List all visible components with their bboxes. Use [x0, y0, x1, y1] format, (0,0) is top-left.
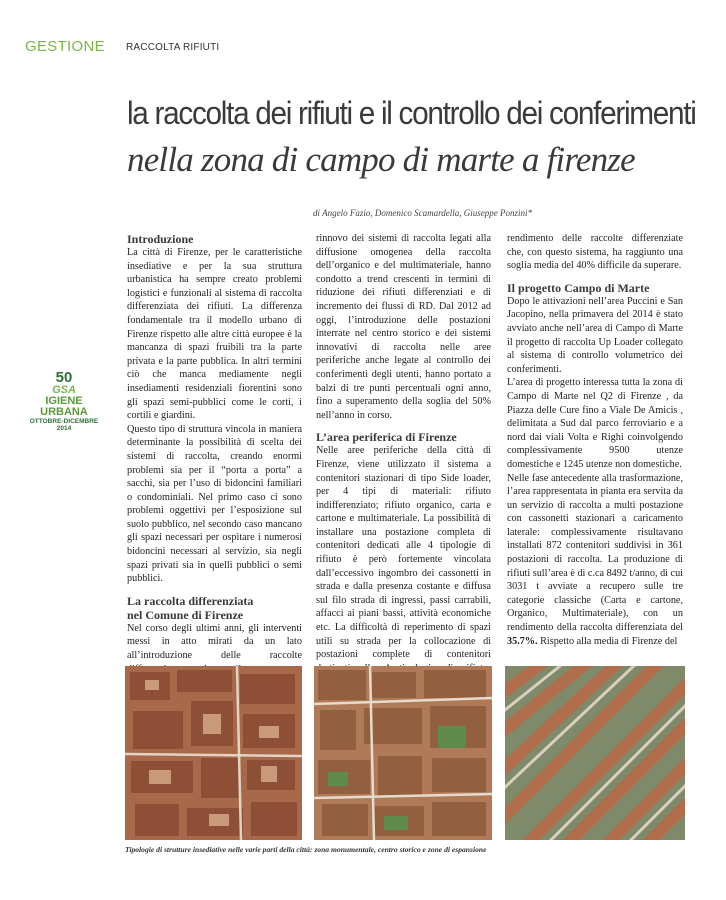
heading-area-periferica: L’area periferica di Firenze	[316, 430, 457, 445]
text-column-1	[127, 232, 302, 703]
brand-logo: GSA	[52, 384, 76, 396]
highlight-percentage: 35.7%.	[507, 635, 538, 647]
section-label: GESTIONE	[25, 38, 105, 55]
paragraph: La città di Firenze, per le caratteristiche insediative e per la sua struttura urbanistica ha sempre creato problemi logistici e funzionali al sistema di raccolta differenziata dei rifiuti. La differenza fondamentale tra il modello urbano di Firenze rispetto alle altre città europee è la mancanza di spazi fruibili tra la parte privata e la parte pubblica. In altri termini ciò che manca mediamente negli insediamenti residenziali fiorentini sono gli spazi semi-pubblici come le corti, i cortili e giardini.	[127, 247, 302, 422]
article-subtitle: nella zona di campo di marte a firenze	[127, 140, 635, 179]
heading-progetto: Il progetto Campo di Marte	[507, 280, 650, 295]
paragraph: Nel corso degli ultimi anni, gli interventi messi in atto mirati da un lato all’introduzione delle raccolte	[127, 622, 302, 662]
paragraph: L’area di progetto interessa tutta la zona di Campo di Marte nel Q2 di Firenze , da Piazza delle Cure fino a Viale De Amicis , delimitata a Sud dal parco ferroviario e a nord dai viali Volta e Righi coinvolgendo complessivamente 9500 utenze domestiche e 1245 utenze non domestiche.	[507, 377, 683, 470]
paragraph: Questo tipo di struttura vincola in maniera determinante la possibilità di scelta dei sistemi di raccolta, creando enormi problemi sia per il “porta a porta” a sacchi, sia per l’uso di bidoncini familiari o condominiali. Nel primo caso ci sono problemi oggettivi per l’esposizione sul suolo pubblico, nel secondo caso mancano gli spazi necessari per ospitare i numerosi bidoncini necessari al servizio, sia negli spazi privati sia in quelli pubblici o semi pubblici.	[127, 423, 302, 585]
page-number: 50	[55, 369, 73, 386]
magazine-name: IGIENE URBANA	[40, 395, 88, 418]
paragraph: Dopo le attivazioni nell’area Puccini e San Jacopino, nella primavera del 2014 è stato avviato anche nell’area di Campo di Marte il progetto di raccolta Up Loader collegato al sistema di controllo volumetrico dei conferimenti.	[507, 295, 683, 375]
rubric-label: RACCOLTA RIFIUTI	[126, 42, 220, 53]
page-sidebar	[29, 370, 99, 432]
paragraph: rendimento delle raccolte differenziate che, con questo sistema, ha raggiunto una soglia media del 40% difficile da superare.	[507, 233, 683, 272]
paragraph: Nelle aree periferiche della città di Firenze, viene utilizzato il sistema a contenitori stazionari di tipo Side loader, per 4 tipi di materiali: rifiuto indifferenziato; rifiuto organico, carta e cartone e multimateriale. La possibilità di installare una postazione completa di contenitori dedicati alle 4 tipologie di rifiuto è però fortemente vincolata dall’eccessivo ingombro dei cassonetti in strada e dalla presenza costante e diffusa sul filo strada di ingressi, passi carrabili, affacci ai piani bassi, attività economiche etc. La difficoltà di reperimento di spazi utili su strada per la collocazione di postazioni complete di contenitori	[316, 445, 491, 661]
issue-date: OTTOBRE-DICEMBRE 2014	[29, 418, 99, 432]
aerial-photo-centro-storico	[314, 666, 492, 840]
paragraph: Nelle fase antecedente alla trasformazione, l’area rappresentata in pianta era servita da un servizio di raccolta a multi postazione con cassonetti stazionari a caricamento laterale: complessivamente risultavano installati 872 contenitori suddivisi in 361 postazioni di raccolta. La produzione di rifiuti sull’area è di c.ca 8492 t/anno, di cui 3031 t avviate a recupero sulle tre categorie classiche (Carta e cartone, Organico, Multimateriale), con un rendimento della raccolta differenziata del 35.7%. Rispetto alla media di Firenze del	[507, 472, 683, 647]
article-authors: di Angelo Fazio, Domenico Scamardella, Giuseppe Ponzini*	[313, 208, 532, 218]
article-title: la raccolta dei rifiuti e il controllo dei conferimenti	[127, 95, 696, 131]
aerial-photo-espansione	[505, 666, 685, 840]
heading-introduzione: Introduzione	[127, 232, 194, 246]
paragraph: rinnovo dei sistemi di raccolta legati alla diffusione omogenea della raccolta dell’organico e del multimateriale, hanno condotto a trend crescenti in termini di riduzione dei rifiuti differenziati e di incremento dei flussi di RD. Dal 2012 ad oggi, l’introduzione delle postazioni interrate nel centro storico e dei sistemi innovativi di raccolta nelle aree periferiche anche legate al controllo dei conferimenti degli utenti, hanno portato a balzi di tre punti percentuali ogni anno, fino a superamento della soglia del 50% nell’anno in corso.	[316, 233, 491, 421]
text-column-3	[507, 232, 683, 648]
figure-caption: Tipologie di strutture insediative nelle varie parti della città: zona monumentale, centro storico e zone di espansione	[125, 845, 487, 854]
heading-raccolta-differenziata: La raccolta differenziata nel Comune di Firenze	[127, 593, 254, 622]
text-column-2	[316, 232, 491, 703]
aerial-photo-monumentale	[125, 666, 302, 840]
